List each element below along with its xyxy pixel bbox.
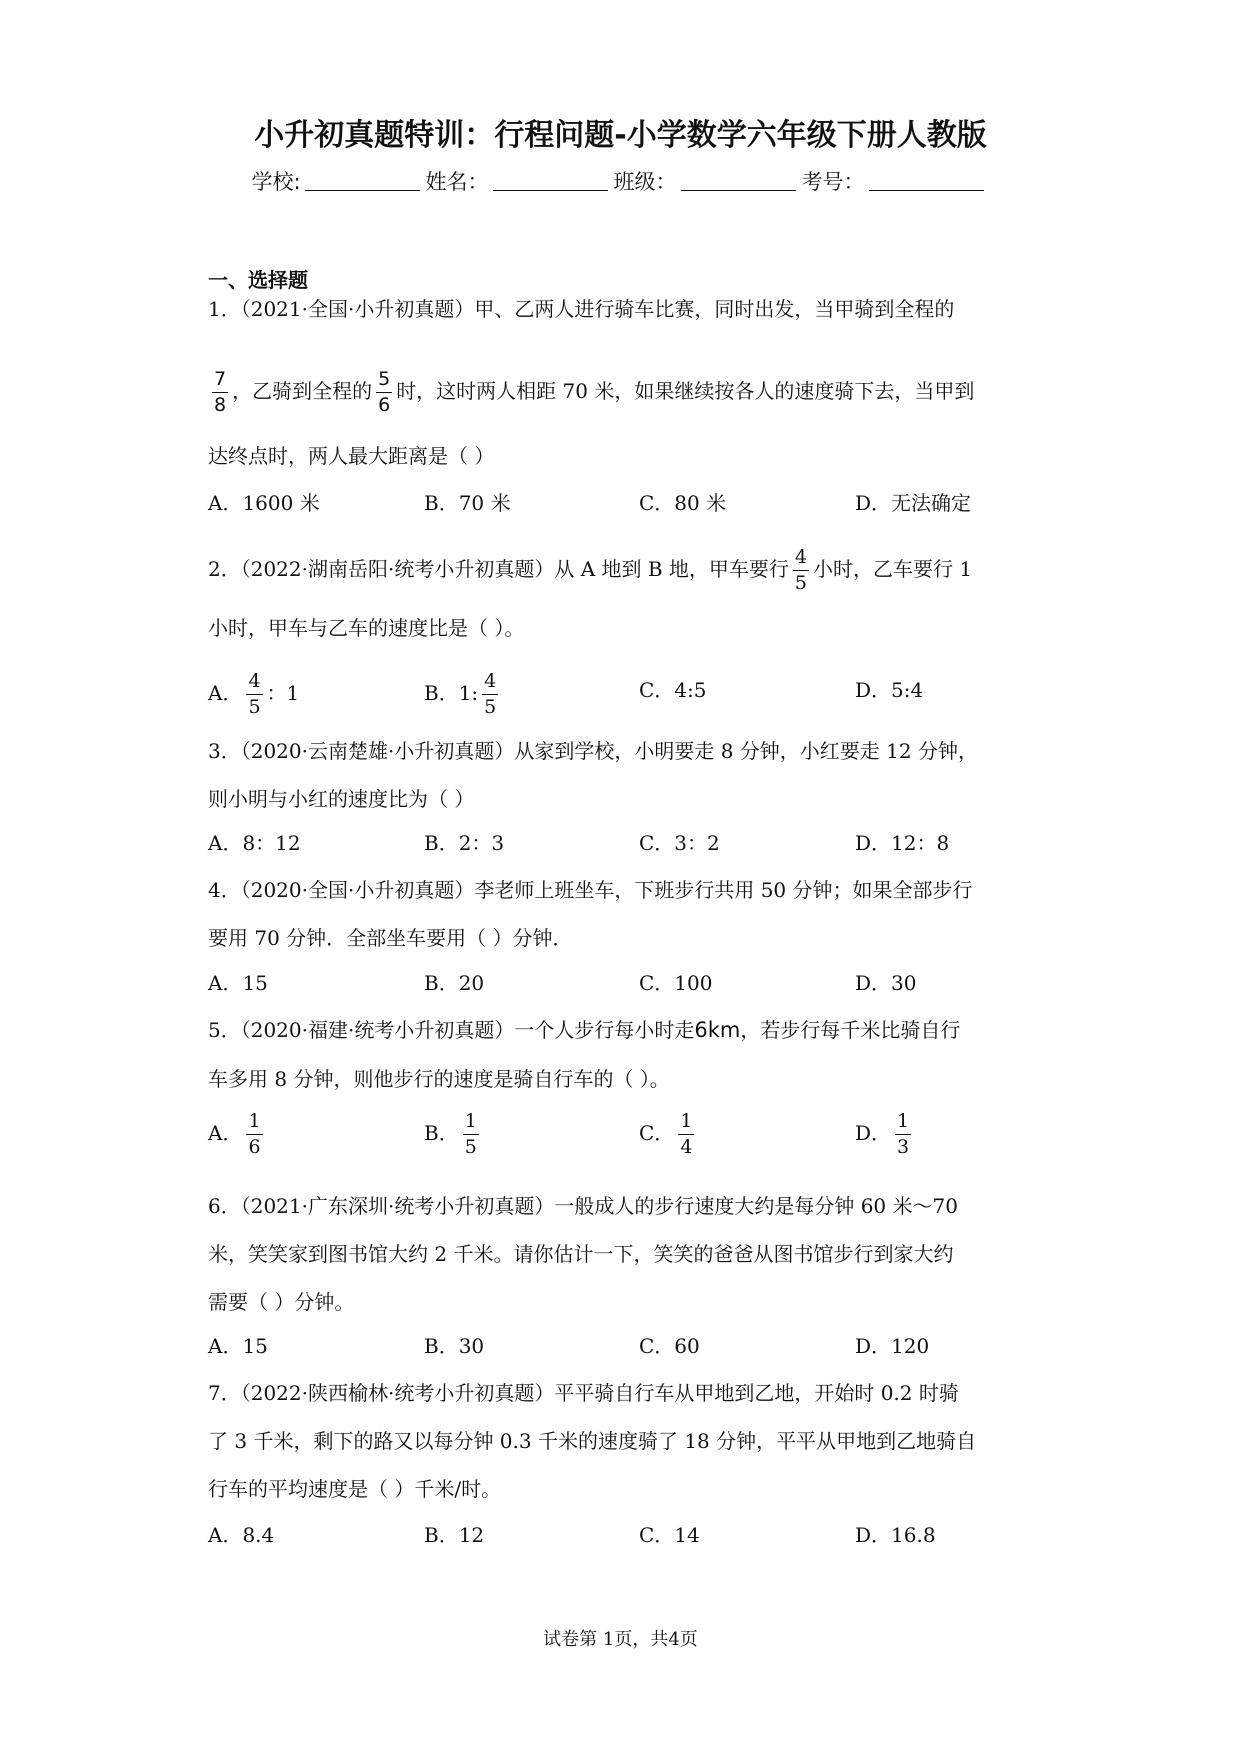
question-1-line-2: $\frac{7}{8}$ ，乙骑到全程的 $\frac{5}{6}$ 时，这时两人相距 70 米，如果继续按各人的速度骑下去，当甲到 <box>214 368 975 416</box>
class-blank[interactable] <box>681 170 796 191</box>
question-7-option-a[interactable]: A．8.4 <box>208 1523 275 1547</box>
page-footer: 试卷第 1页，共4页 <box>543 1629 698 1650</box>
fraction-5-6: $\frac{5}{6}$ <box>378 368 391 416</box>
question-4-line-2: 要用 70 分钟．全部坐车要用（ ）分钟． <box>208 926 573 950</box>
question-3-option-a[interactable]: A．8：12 <box>208 831 301 855</box>
question-7-line-1: 7．（2022·陕西榆林·统考小升初真题）平平骑自行车从甲地到乙地，开始时 0.2 时骑 <box>208 1381 959 1405</box>
question-2-option-a[interactable]: A． $\frac{4}{5}$ ：1 <box>208 670 300 718</box>
question-7-option-d[interactable]: D．16.8 <box>855 1523 936 1547</box>
question-2-option-b[interactable]: B．1: $\frac{4}{5}$ <box>424 670 497 718</box>
question-4-option-c[interactable]: C．100 <box>639 971 713 995</box>
exam-no-label: 考号： <box>801 170 865 194</box>
question-2-option-d[interactable]: D．5:4 <box>855 678 924 702</box>
question-5-line-1: 5．（2020·福建·统考小升初真题）一个人步行每小时走6km，若步行每千米比骑自行 <box>208 1018 961 1042</box>
question-3-option-b[interactable]: B．2：3 <box>424 831 505 855</box>
question-6-line-2: 米，笑笑家到图书馆大约 2 千米。请你估计一下，笑笑的爸爸从图书馆步行到家大约 <box>208 1242 954 1266</box>
question-6-line-1: 6．（2021·广东深圳·统考小升初真题）一般成人的步行速度大约是每分钟 60 米～70 <box>208 1194 958 1218</box>
question-5-option-d[interactable]: D． $\frac{1}{3}$ <box>855 1110 910 1158</box>
school-label: 学校: <box>251 170 301 194</box>
fraction-4-5: $\frac{4}{5}$ <box>794 546 808 594</box>
question-1-option-a[interactable]: A．1600 米 <box>208 491 320 515</box>
page-title: 小升初真题特训：行程问题-小学数学六年级下册人教版 <box>254 118 987 153</box>
question-3-option-d[interactable]: D．12：8 <box>855 831 950 855</box>
question-7-option-b[interactable]: B．12 <box>424 1523 485 1547</box>
question-6-option-c[interactable]: C．60 <box>639 1334 700 1358</box>
question-5-option-a[interactable]: A． $\frac{1}{6}$ <box>208 1110 261 1158</box>
question-3-option-c[interactable]: C．3：2 <box>639 831 720 855</box>
question-5-option-b[interactable]: B． $\frac{1}{5}$ <box>424 1110 477 1158</box>
question-6-option-a[interactable]: A．15 <box>208 1334 268 1358</box>
exam-no-blank[interactable] <box>869 170 984 191</box>
question-4-option-b[interactable]: B．20 <box>424 971 485 995</box>
fraction-7-8: $\frac{7}{8}$ <box>214 368 227 416</box>
question-4-line-1: 4．（2020·全国·小升初真题）李老师上班坐车，下班步行共用 50 分钟；如果全部步行 <box>208 878 973 902</box>
question-1-option-d[interactable]: D．无法确定 <box>855 491 972 515</box>
unit-6km: 6km <box>694 1018 741 1042</box>
school-blank[interactable] <box>305 170 420 191</box>
question-1-option-b[interactable]: B．70 米 <box>424 491 511 515</box>
question-4-option-a[interactable]: A．15 <box>208 971 268 995</box>
question-1-option-c[interactable]: C．80 米 <box>639 491 727 515</box>
question-2-line-1: 2．（2022·湖南岳阳·统考小升初真题）从 A 地到 B 地，甲车要行 $\frac{4}{5}$ 小时，乙车要行 1 <box>208 546 973 594</box>
question-7-line-3: 行车的平均速度是（ ）千米/时。 <box>208 1477 502 1501</box>
question-1-line-3: 达终点时，两人最大距离是（ ） <box>208 444 495 468</box>
student-info-line <box>0 166 1241 196</box>
section-title: 一、选择题 <box>208 268 308 292</box>
question-6-option-b[interactable]: B．30 <box>424 1334 485 1358</box>
name-blank[interactable] <box>493 170 608 191</box>
question-5-line-2: 车多用 8 分钟，则他步行的速度是骑自行车的（ ）。 <box>208 1067 670 1091</box>
question-7-option-c[interactable]: C．14 <box>639 1523 700 1547</box>
question-1-line-1: 1．（2021·全国·小升初真题）甲、乙两人进行骑车比赛，同时出发，当甲骑到全程的 <box>208 297 955 321</box>
question-4-option-d[interactable]: D．30 <box>855 971 917 995</box>
question-7-line-2: 了 3 千米，剩下的路又以每分钟 0.3 千米的速度骑了 18 分钟，平平从甲地到乙地骑自 <box>208 1429 977 1453</box>
class-label: 班级： <box>613 170 677 194</box>
question-3-line-1: 3．（2020·云南楚雄·小升初真题）从家到学校，小明要走 8 分钟，小红要走 12 分钟， <box>208 739 978 763</box>
question-3-line-2: 则小明与小红的速度比为（ ） <box>208 787 475 811</box>
question-2-option-c[interactable]: C．4:5 <box>639 678 707 702</box>
question-6-option-d[interactable]: D．120 <box>855 1334 930 1358</box>
name-label: 姓名： <box>425 170 489 194</box>
question-5-option-c[interactable]: C． $\frac{1}{4}$ <box>639 1110 693 1158</box>
question-6-line-3: 需要（ ）分钟。 <box>208 1290 355 1314</box>
question-2-line-2: 小时，甲车与乙车的速度比是（ ）。 <box>208 616 525 640</box>
